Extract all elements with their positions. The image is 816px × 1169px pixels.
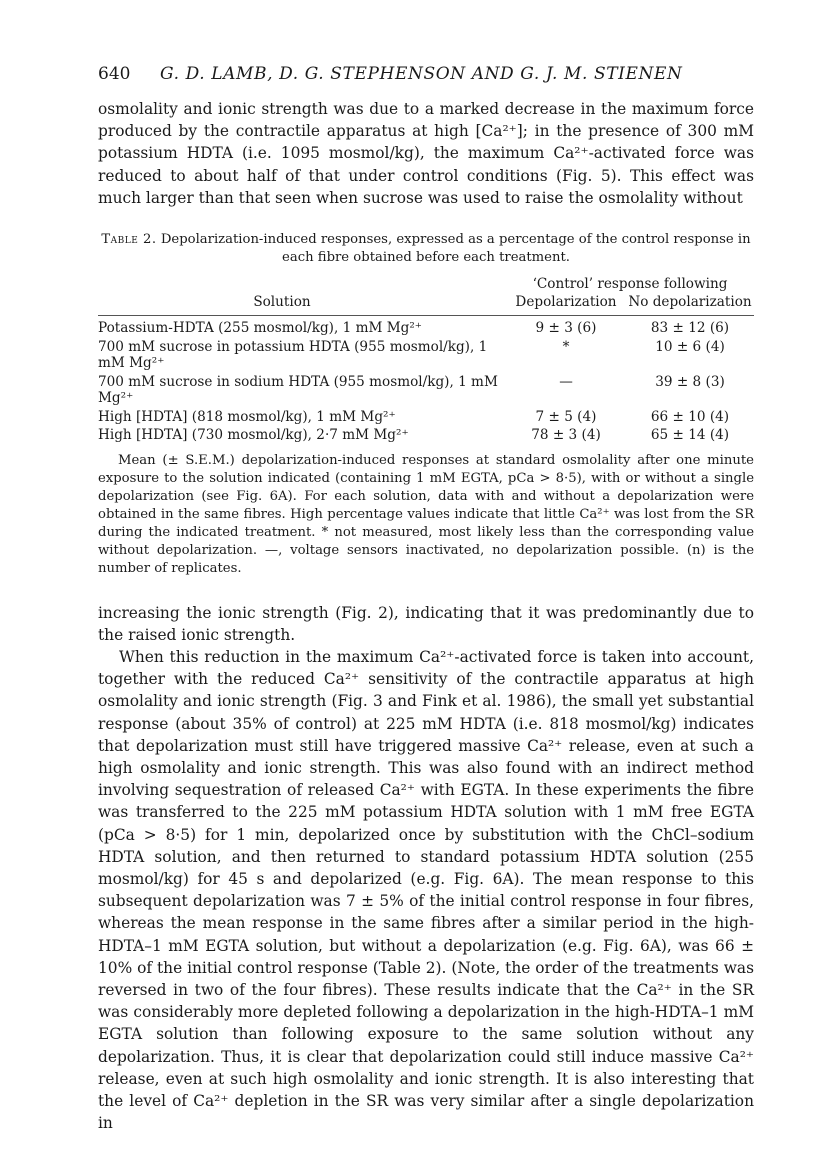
page-number: 640: [98, 64, 131, 84]
cell-no-depolarization: 65 ± 14 (4): [650, 427, 730, 444]
journal-page: [98, 64, 754, 1134]
table-row: [98, 374, 754, 407]
cell-depolarization: —: [559, 373, 573, 390]
cell-solution: Potassium-HDTA (255 mosmol/kg), 1 mM Mg²⁺: [98, 320, 422, 337]
table-caption: [98, 231, 754, 267]
col-header-no-depolarization: No depolarization: [628, 294, 752, 311]
running-header: [98, 64, 754, 98]
cell-depolarization: 78 ± 3 (4): [531, 427, 601, 444]
table-row: [98, 339, 754, 372]
cell-depolarization: 9 ± 3 (6): [535, 320, 597, 337]
cell-solution: High [HDTA] (818 mosmol/kg), 1 mM Mg²⁺: [98, 408, 396, 425]
cell-depolarization: *: [562, 338, 570, 355]
col-header-solution: Solution: [253, 294, 311, 311]
table-2: [98, 231, 754, 578]
cell-depolarization: 7 ± 5 (4): [535, 408, 597, 425]
table-row: [98, 320, 754, 337]
cell-no-depolarization: 66 ± 10 (4): [650, 408, 730, 425]
running-authors: G. D. LAMB, D. G. STEPHENSON AND G. J. M. STIENEN: [160, 64, 683, 84]
cell-no-depolarization: 39 ± 8 (3): [655, 373, 725, 390]
paragraph-main: When this reduction in the maximum Ca²⁺-activated force is taken into account, together with the reduced Ca²⁺ sensitivity of the contractile apparatus at high osmolality and ionic strength (Fig. 3 and Fink et al. 1986), the small yet substantial response (about 35% of control) at 225 mM HDTA (i.e. 818 mosmol/kg) indicates that depolarization must still have triggered massive Ca²⁺ release, even at such a high osmolality and ionic strength. This was also found with an indirect method involving sequestration of released Ca²⁺ with EGTA. In these experiments the fibre was transferred to the 225 mM potassium HDTA solution with 1 mM free EGTA (pCa > 8·5) for 1 min, depolarized once by substitution with the ChCl–sodium HDTA solution, and then returned to standard potassium HDTA solution (255 mosmol/kg) for 45 s and depolarized (e.g. Fig. 6A). The mean response to this subsequent depolarization was 7 ± 5% of the initial control response in four fibres, whereas the mean response in the same fibres after a similar period in the high-HDTA–1 mM EGTA solution, but without a depolarization (e.g. Fig. 6A), was 66 ± 10% of the initial control response (Table 2). (Note, the order of the treatments was reversed in two of the four fibres). These results indicate that the Ca²⁺ in the SR was considerably more depleted following a depolarization in the high-HDTA–1 mM EGTA solution than following exposure to the same solution without any depolarization. Thus, it is clear that depolarization could still induce massive Ca²⁺ release, even at such high osmolality and ionic strength. It is also interesting that the level of Ca²⁺ depletion in the SR was very similar after a single depolarization in: [98, 647, 754, 1133]
col-header-depolarization: Depolarization: [515, 294, 617, 311]
table-row: [98, 409, 754, 426]
table-body: [98, 320, 754, 444]
cell-solution: High [HDTA] (730 mosmol/kg), 2·7 mM Mg²⁺: [98, 427, 409, 444]
table-column-headers: [98, 293, 754, 311]
cell-no-depolarization: 83 ± 12 (6): [650, 320, 730, 337]
cell-no-depolarization: 10 ± 6 (4): [655, 338, 725, 355]
table-row: [98, 427, 754, 444]
cell-solution: 700 mM sucrose in sodium HDTA (955 mosmol/kg), 1 mM Mg²⁺: [98, 373, 498, 407]
table-rule: [98, 315, 754, 316]
table-group-header-row: [98, 275, 754, 293]
paragraph-continued: increasing the ionic strength (Fig. 2), indicating that it was predominantly due to the raised ionic strength.: [98, 603, 754, 644]
table-footnote: Mean (± S.E.M.) depolarization-induced responses at standard osmolality after one minute exposure to the solution indicated (containing 1 mM EGTA, pCa > 8·5), with or without a single depolarization (see Fig. 6A). For each solution, data with and without a depolarization were obtained in the same fibres. High percentage values indicate that little Ca²⁺ was lost from the SR during the indicated treatment. * not measured, most likely less than the corresponding value without depolarization. —, voltage sensors inactivated, no depolarization possible. (n) is the number of replicates.: [98, 452, 754, 576]
table-label: Table 2.: [101, 232, 157, 248]
table-group-header: ‘Control’ response following: [532, 276, 728, 293]
cell-solution: 700 mM sucrose in potassium HDTA (955 mosmol/kg), 1 mM Mg²⁺: [98, 338, 488, 372]
table-caption-text: Depolarization-induced responses, expressed as a percentage of the control response in each fibre obtained before each treatment.: [160, 232, 751, 266]
paragraph-top: osmolality and ionic strength was due to a marked decrease in the maximum force produced by the contractile apparatus at high [Ca²⁺]; in the presence of 300 mM potassium HDTA (i.e. 1095 mosmol/kg), the maximum Ca²⁺-activated force was reduced to about half of that under control conditions (Fig. 5). This effect was much larger than that seen when sucrose was used to raise the osmolality without: [98, 100, 754, 207]
